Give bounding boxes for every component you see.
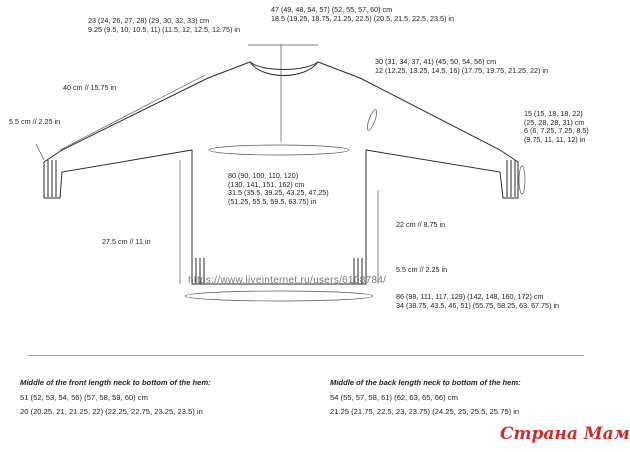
wrist-label: 15 (15, 18, 18, 22) (25, 28, 28, 31) cm 6 (6, 7.25, 7.25, 8.5) (9.75, 11, 11, 12) in [524, 109, 589, 144]
front-note-title: Middle of the front length neck to bottom of the hem: [20, 378, 211, 387]
hem-ellipse [185, 291, 373, 301]
right-cuff-ribbing [507, 160, 515, 197]
wrist-ellipse [519, 166, 525, 194]
neck-depth-label: 47 (49, 48, 54, 57) (52, 55, 57, 60) cm 18.5 (19.25, 18.75, 21.25, 22.5) (20.5, 21.5, 22.5, 23.5) in [271, 5, 455, 23]
cuff-depth-label: 5.5 cm // 2.25 in [9, 117, 61, 126]
back-note-cm: 54 (55, 57, 58, 61) (62, 63, 65, 66) cm [330, 393, 458, 402]
front-note-cm: 51 (52, 53, 54, 56) (57, 58, 59, 60) cm [20, 393, 148, 402]
hem-depth-label: 5.5 cm // 2.25 in [396, 265, 448, 274]
front-note-in: 20 (20.25, 21, 21.25, 22) (22.25, 22.75, 23.25, 23.5) in [20, 407, 203, 416]
divider [28, 355, 584, 356]
cuff-depth-arrow [36, 144, 44, 160]
side-slit-label: 22 cm // 8.75 in [396, 220, 446, 229]
site-logo: Страна Мам [500, 424, 630, 444]
back-note-in: 21.25 (21.75, 22.5, 23, 23.75) (24.25, 25, 25.5, 25.75) in [330, 407, 520, 416]
neckline [250, 62, 318, 70]
sleeve-length-label: 40 cm // 15.75 in [63, 83, 117, 92]
chest-ellipse [209, 145, 349, 155]
watermark-url: https://www.liveinternet.ru/users/6108784/ [188, 275, 387, 286]
left-cuff-ribbing [48, 160, 56, 197]
chest-label: 80 (90, 100, 110, 120) (130, 141, 151, 162) cm 31.5 (35.5, 39.25, 43.25, 47.25) (51.25, 55.5, 59.5, 63.75) in [228, 171, 329, 206]
hem-width-label: 86 (98, 111, 117, 129) (142, 148, 160, 172) cm 34 (38.75, 43.5, 46, 51) (55.75, 58.25, 63, 67.75) in [396, 292, 560, 310]
neck-width-label: 23 (24, 26, 27, 28) (29, 30, 32, 33) cm 9.25 (9.5, 10, 10.5, 11) (11.5, 12, 12.5, 12.75) in [88, 16, 240, 34]
upper-arm-label: 30 (31, 34, 37, 41) (45, 50, 54, 56) cm 12 (12.25, 13.25, 14.5, 16) (17.75, 19.75, 21.25, 22) in [375, 57, 549, 75]
upper-arm-ellipse [365, 109, 378, 132]
body-length-label: 27.5 cm // 11 in [102, 237, 151, 246]
back-note-title: Middle of the back length neck to bottom of the hem: [330, 378, 521, 387]
